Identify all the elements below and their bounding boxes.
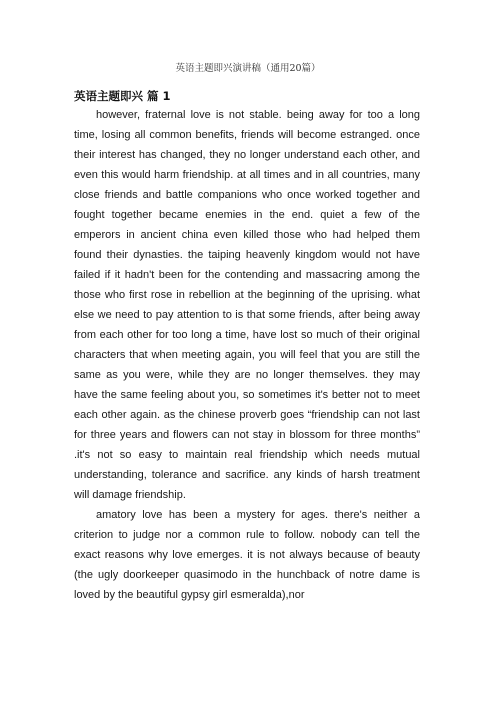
body-text xyxy=(74,105,420,605)
section-heading: 英语主题即兴 篇 1 xyxy=(74,89,171,103)
paragraph: however, fraternal love is not stable. being away for too a long time, losing all common benefits, friends will become estranged. once their interest has changed, they no longer understand each other, and even this would harm friendship. at all times and in all countries, many close friends and battle companions who once worked together and fought together became enemies in the end. quiet a few of the emperors in ancient china even killed those who had helped them found their dynasties. the taiping heavenly kingdom would not have failed if it hadn't been for the contending and massacring among the those who first rose in rebellion at the beginning of the uprising. what else we need to pay attention to is that some friends, after being away from each other for too long a time, have lost so much of their original characters that when meeting again, you will feel that you are still the same as you were, while they are no longer themselves. they may have the same feeling about you, so sometimes it's better not to meet each other again. as the chinese proverb goes “friendship can not last for three years and flowers can not stay in blossom for three months” .it's not so easy to maintain real friendship which needs mutual understanding, tolerance and sacrifice. any kinds of harsh treatment will damage friendship. xyxy=(74,109,420,501)
paragraph: amatory love has been a mystery for ages. there's neither a criterion to judge nor a common rule to follow. nobody can tell the exact reasons why love emerges. it is not always because of beauty (the ugly doorkeeper quasimodo in the hunchback of notre dame is loved by the beautiful gypsy girl esmeralda),nor xyxy=(74,509,420,601)
page-header: 英语主题即兴演讲稿（通用20篇） xyxy=(175,63,321,74)
